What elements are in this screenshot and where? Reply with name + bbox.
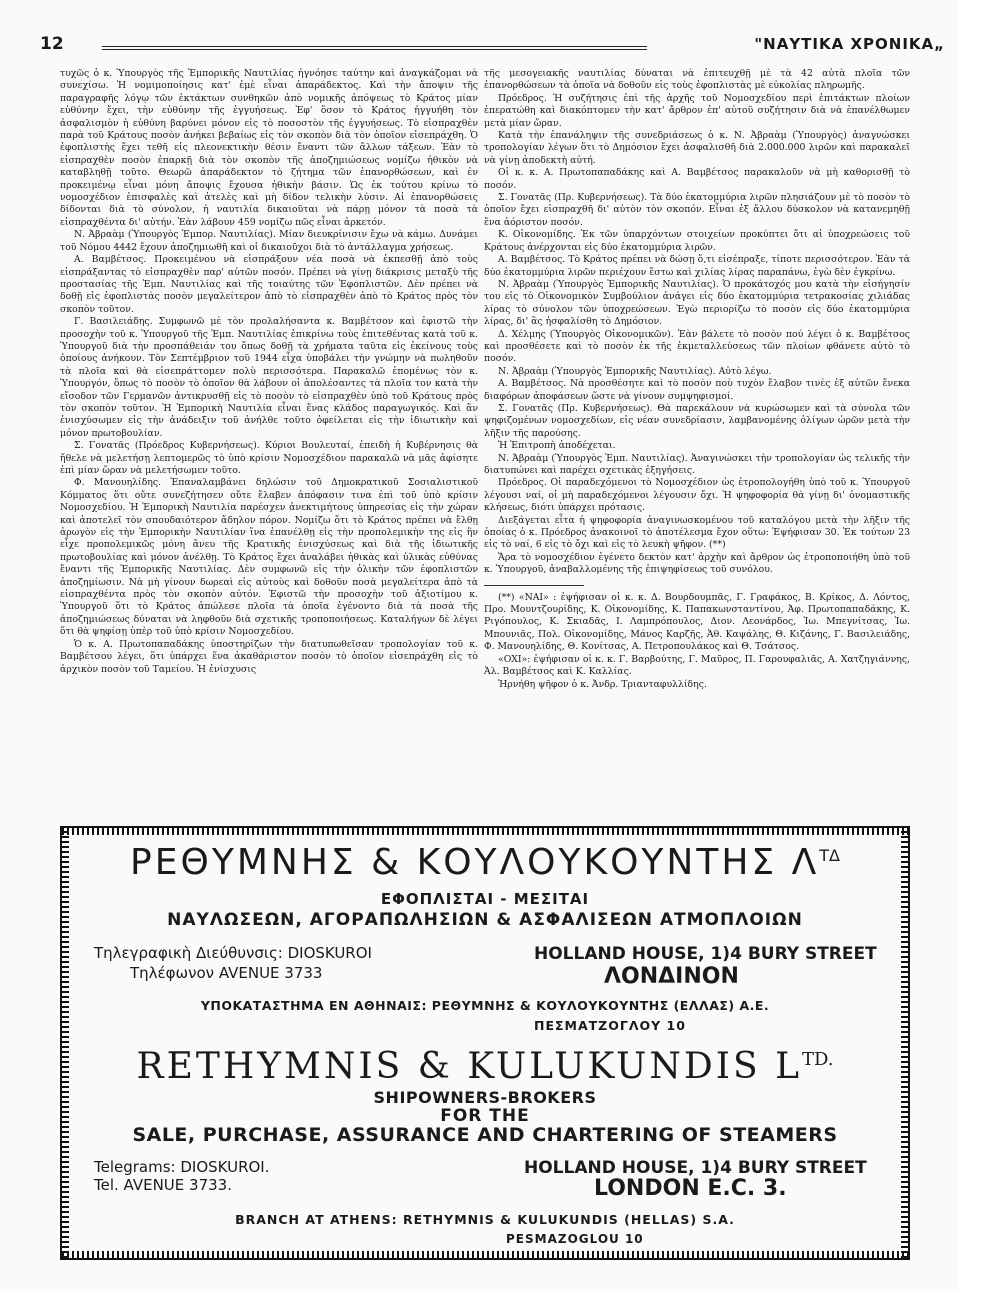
paragraph: Ν. Ἀβραὰμ (Ὑπουργὸς Ἐμπορικῆς Ναυτιλίας). Αὐτὸ λέγω. — [498, 365, 772, 377]
paragraph: Διεξάγεται εἶτα ἡ ψηφοφορία ἀναγινωσκομένου τοῦ καταλόγου μετὰ τὴν λῆξιν τῆς ὁποίας ὁ κ. Πρόεδρος ἀνακοινοῖ τὸ ἀποτέλεσμα ἔχον οὕτω: Ἐψήφισαν 30. Ἐκ τούτων 23 εἰς τὸ ναί, 6 εἰς τὸ ὄχι καὶ εἰς τὸ λευκὴ ψῆφον. (**) — [484, 514, 910, 551]
paragraph: Α. Βαμβέτσος. Τὸ Κράτος πρέπει νὰ δώσῃ ὅ,τι εἰσέπραξε, τίποτε περισσότερον. Ἐὰν τὰ δύο ἑκατομμύρια λιρῶν περιέχουν ἔστω καὶ χιλίας λίρας παραπάνω, ἐγὼ δὲν ἐγκρίνω. — [484, 254, 910, 278]
paragraph: Ἄρα τὸ νομοσχέδιον ἐγένετο δεκτὸν κατ' ἀρχὴν καὶ ἄρθρον ὡς ἐτροποποιήθη ὑπὸ τοῦ κ. Ὑπουργοῦ, ἀναβαλλομένης τῆς ἐπιψηφίσεως τοῦ συνόλου. — [484, 551, 910, 576]
paragraph: Ὁ κ. Α. Πρωτοπαπαδάκης ὑποστηρίζων τὴν διατυπωθεῖσαν τροπολογίαν τοῦ κ. Βαμβέτσου λέγει, ὅτι ὑπάρχει ἕνα ἀκαθάριστον ποσὸν τὸ ὁποῖον εἰσεπράχθη εἰς τὸ ἀρχικὸν ποσὸν τοῦ Ταμείου. Ἡ ἐνίσχυσις — [60, 638, 478, 675]
ad-english-title: RETHYMNIS & KULUKUNDIS $L^{TD.}$ — [136, 1046, 834, 1087]
paragraph: Ν. Ἀβραὰμ (Ὑπουργὸς Ἐμπ. Ναυτιλίας). Ἀναγινώσκει τὴν τροπολογίαν ὡς τελικῆς τὴν διατυπώνει καὶ παρέχει σχετικὰς ἐξηγήσεις. — [484, 452, 910, 476]
paragraph: Κατὰ τὴν ἐπανάληψιν τῆς συνεδριάσεως ὁ κ. Ν. Ἀβραὰμ (Ὑπουργὸς) ἀναγνώσκει τροπολογίαν λέγων ὅτι τὸ Δημόσιον ἔχει ἀσφαλισθῆ διὰ 2.000.000 λιρῶν καὶ παρακαλεῖ νὰ γίνῃ ἀποδεκτὴ αὐτή. — [484, 130, 910, 166]
advertisement-box — [60, 826, 910, 1260]
header-rule-double — [102, 49, 647, 50]
paragraph: τυχῶς ὁ κ. Ὑπουργὸς τῆς Ἐμπορικῆς Ναυτιλίας ἠγνόησε ταύτην καὶ ἀναγκάζομαι νὰ συνεχίσω. Ἡ νομιμοποίησις κατ' ἐμὲ εἶναι ἀπαράδεκτος. Καὶ τὴν ἄποψιν τῆς παραγραφῆς λόγῳ τῶν ἐκτάκτων συνθηκῶν ἀπὸ νομικῆς ἀπόψεως τὸ Κράτος μίαν εὐθύνην ἔχει, τὴν εὐθύνην τῆς ἐγγυήσεως. Ἐφ' ὅσον τὸ Κράτος ἠγγυήθη τὸν ἀσφαλισμὸν ἡ εὐθύνη βαρύνει μόνον εἰς τὸ ποσοστὸν τῆς ἐγγυήσεως. Τὸ εἰσπραχθὲν παρὰ τοῦ Κράτους ποσὸν ἀνήκει βεβαίως εἰς τὸν σκοπὸν διὰ τὸν ὁποῖον εἰσεπράχθη. Ὁ ἐφοπλιστὴς ἔχει τεθῆ εἰς πλεονεκτικὴν θέσιν ἔναντι τῶν ἄλλων τάξεων. Ἐὰν τὸ εἰσπραχθὲν ποσὸν ἐπαρκῇ διὰ τὸν σκοπὸν τῆς ἀποζημιώσεως νομίζω ἠθικὸν νὰ καταβληθῇ τοῦτο. Θεωρῶ ἀπαράδεκτον τὸ ζήτημα τῶν ἐπανορθώσεων, καὶ ἐν προκειμένῳ εἶναι μόνη ἄποψις ἔχουσα ἠθικὴν βάσιν. Ὡς ἐκ τούτου κρίνω τὸ νομοσχέδιον ἐπισφαλὲς καὶ ἀτελὲς καὶ μὴ δίδον τελικὴν λύσιν. Αἱ ἐπανορθώσεις δίδονται διὰ τὸ σύνολον, ἡ ναυτιλία δικαιοῦται νὰ πάρῃ μόνον τὰ ποσὰ τὰ εἰσπραχθέντα δι' αὐτήν. Ἐὰν λάβουν 459 νομίζω πῶς εἶναι ἀρκετόν. — [60, 68, 478, 228]
publication-title: "ΝΑΥΤΙΚΑ ΧΡΟΝΙΚΑ„ — [754, 35, 945, 53]
left-column — [60, 68, 478, 820]
paragraph: Κ. Οἰκονομίδης. Ἐκ τῶν ὑπαρχόντων στοιχείων προκύπτει ὅτι αἱ ὑποχρεώσεις τοῦ Κράτους ἀνέρχονται εἰς δύο ἑκατομμύρια λιρῶν. — [484, 229, 910, 253]
ad-greek-city: ΛΟΝΔΙΝΟΝ — [604, 964, 739, 989]
page-number: 12 — [40, 34, 64, 54]
ad-english-for-the: FOR THE — [440, 1106, 530, 1126]
paragraph: τῆς μεσογειακῆς ναυτιλίας δύναται νὰ ἐπιτευχθῇ μὲ τὰ 42 αὐτὰ πλοῖα τῶν ἐπανορθώσεων τὰ ὁποῖα νὰ δοθοῦν εἰς τοὺς ἐφοπλιστὰς μὲ εὐκολίας πληρωμῆς. — [484, 68, 910, 92]
paragraph: Πρόεδρος. Ἡ συζήτησις ἐπὶ τῆς ἀρχῆς τοῦ Νομοσχεδίου περὶ ἐπιτάκτων πλοίων ἐπερατώθη καὶ διακόπτομεν τὴν κατ' ἄρθρον ἐπ' αὐτοῦ συζήτησιν διὰ νὰ ἐπανέλθωμεν μετὰ μίαν ὥραν. — [484, 92, 910, 129]
footnote-yes: (**) «ΝΑΙ» : ἐψήφισαν οἱ κ. κ. Δ. Βουρδουμπᾶς, Γ. Γραφάκος, Β. Κρίκος, Δ. Λόντος, Προ. Μουντζουρίδης, Κ. Οἰκονομίδης, Κ. Παπακωνσταντίνου, Ἀφ. Πρωτοπαπαδάκης, Κ. Ριγόπουλος, Κ. Σκιαδᾶς, Ι. Λαμπρόπουλος, Διον. Λεονάρδος, Ἰω. Μπεγνίτσας, Ἰω. Μπουνιᾶς, Πολ. Οἰκονομίδης, Μάνος Καρζῆς, Ἀθ. Καψάλης, Θ. Κιζάνης, Γ. Βασιλειάδης, Φ. Μανουηλίδης, Θ. Κονίτσας, Α. Πετροπουλάκος καὶ Θ. Τσάτσος. — [484, 591, 910, 653]
scan-margin — [958, 0, 1000, 1291]
ad-greek-branch: ΥΠΟΚΑΤΑΣΤΗΜΑ ΕΝ ΑΘΗΝΑΙΣ: ΡΕΘΥΜΝΗΣ & ΚΟΥΛΟΥΚΟΥΝΤΗΣ (ΕΛΛΑΣ) Α.Ε. — [200, 998, 770, 1013]
paragraph: Α. Βαμβέτσος. Νὰ προσθέσητε καὶ τὸ ποσὸν ποὺ τυχὸν ἔλαβον τινὲς ἐξ αὐτῶν ἕνεκα διαφόρων ἀποφάσεων ὥστε νὰ γίνουν συμψηφισμοί. — [484, 378, 910, 402]
ad-english-telegrams: Telegrams: DIOSKUROI. — [94, 1158, 270, 1176]
paragraph: Σ. Γονατᾶς (Πρ. Κυβερνήσεως). Θὰ παρεκάλουν νὰ κυρώσωμεν καὶ τὰ σύνολα τῶν ψηφιζομένων νομοσχεδίων, εἰς νέαν συνεδρίασιν, λαμβανομένης ὀλίγων ὡρῶν μετὰ τὴν λῆξιν τῆς παρούσης. — [484, 402, 910, 439]
page-header — [40, 34, 945, 58]
ad-greek-telegraph: Τηλεγραφικὴ Διεύθυνσις: DIOSKUROI — [94, 944, 372, 962]
paragraph: Ἡ Ἐπιτροπὴ ἀποδέχεται. — [498, 440, 616, 452]
ad-english-address: HOLLAND HOUSE, 1)4 BURY STREET — [524, 1158, 867, 1178]
paragraph: Α. Βαμβέτσος. Προκειμένου νὰ εἰσπράξουν νέα ποσὰ νὰ ἐκπεσθῇ ἀπὸ τοὺς εἰσπράξαντας τὸ εἰσπραχθὲν παρ' αὐτῶν ποσόν. Πρέπει νὰ γίνῃ διάκρισις μεταξὺ τῆς προστασίας τῆς Ἐμπ. Ναυτιλίας καὶ τῆς τοιαύτης τῶν Ἐφοπλιστῶν. Δὲν πρέπει νὰ δοθῇ εἰς ἐφοπλιστὰς ποσὸν μεγαλείτερον ἀπὸ τὸ εἰσπραχθὲν ἀπὸ τὸ Κράτος πρὸς τὸν σκοπὸν τοῦτον. — [60, 254, 478, 315]
paragraph: Δ. Χέλμης (Ὑπουργὸς Οἰκονομικῶν). Ἐὰν βάλετε τὸ ποσὸν πού λέγει ὁ κ. Βαμβέτσος καὶ προσθέσετε καὶ τὸ ποσὸν ἐκ τῆς ἐκμεταλλεύσεως τῶν πλοίων φθάνετε αὐτὸ τὸ ποσόν. — [484, 328, 910, 365]
footnote-abstain: Ἠρνήθη ψῆφον ὁ κ. Ἀνδρ. Τριανταφυλλίδης. — [498, 678, 707, 690]
ad-greek-subtitle: ΕΦΟΠΛΙΣΤΑΙ - ΜΕΣΙΤΑΙ — [380, 890, 590, 908]
header-rule — [102, 46, 647, 47]
ad-greek-title: ΡΕΘΥΜΝΗΣ & ΚΟΥΛΟΥΚΟΥΝΤΗΣ $\Lambda^{T\Delta}$ — [130, 842, 840, 883]
ad-english-subtitle: SHIPOWNERS-BROKERS — [373, 1088, 597, 1107]
ad-greek-services: ΝΑΥΛΩΣΕΩΝ, ΑΓΟΡΑΠΩΛΗΣΙΩΝ & ΑΣΦΑΛΙΣΕΩΝ ΑΤΜΟΠΛΟΙΩΝ — [167, 910, 803, 930]
ad-greek-address: HOLLAND HOUSE, 1)4 BURY STREET — [534, 944, 877, 964]
footnote-no: «ΟΧΙ»: ἐψήφισαν οἱ κ. κ. Γ. Βαρβούτης, Γ. Μαῦρος, Π. Γαρουφαλιᾶς, Α. Χατζηγιάννης, Ἀλ. Βαμβέτσος καὶ Κ. Καλλίας. — [484, 653, 910, 678]
footnote-rule — [484, 585, 584, 586]
paragraph: Ν. Ἀβραὰμ (Ὑπουργὸς Ἐμπορ. Ναυτιλίας). Μίαν διευκρίνισιν ἔχω νὰ κάμω. Δυνάμει τοῦ Νόμου 4442 ἔχουν ἀποζημιωθῆ καὶ οἱ δικαιοῦχοι διὰ τὸ ἀντάλλαγμα χρήσεως. — [60, 229, 478, 253]
ad-english-services: SALE, PURCHASE, ASSURANCE AND CHARTERING OF STEAMERS — [132, 1124, 838, 1146]
ad-english-city: LONDON E.C. 3. — [594, 1176, 787, 1201]
paragraph: Οἱ κ. κ. Α. Πρωτοπαπαδάκης καὶ Α. Βαμβέτσος παρακαλοῦν νὰ μὴ καθορισθῇ τὸ ποσόν. — [484, 167, 910, 191]
paragraph: Φ. Μανουηλίδης. Ἐπαναλαμβάνει δηλώσιν τοῦ Δημοκρατικοῦ Σοσιαλιστικοῦ Κόμματος ὅτι οὔτε συνεζήτησεν οὔτε ἔλαβεν ἀπόφασιν τινα ἐπὶ τοῦ ὑπὸ κρίσιν Νομοσχεδίου. Ἡ Ἐμπορικὴ Ναυτιλία παρέσχεν ἀνεκτιμήτους ὑπηρεσίας εἰς τὴν χώραν καὶ ἀποτελεῖ τὸν σπουδαιότερον ἄδηλον πόρον. Νομίζω ὅτι τὸ Κράτος πρέπει νὰ ἔλθῃ ἀρωγὸν εἰς τὴν Ἐμπορικὴν Ναυτιλίαν ἵνα ἐπανέλθῃ εἰς τὴν προπολεμικὴν της εἰς ἣν εἶχε προπολεμικῶς μόνη ἄνευ τῆς Κρατικῆς ἐνισχύσεως καὶ διὰ τῆς ἰδιωτικῆς πρωτοβουλίας καὶ μόνον ἀνέλθῃ. Τὸ Κράτος ἔχει ἀναλάβει ἠθικὰς καὶ ὑλικὰς εὐθύνας ἔναντι τῆς Ἐμπορικῆς Ναυτιλίας. Δὲν συμφωνῶ εἰς τὴν ὁλικὴν τῶν ἐφοπλιστῶν ἀποζημίωσιν. Νὰ μὴ γίνουν δωρεαὶ εἰς αὐτοὺς καὶ δοθοῦν ποσὰ μεγαλείτερα ἀπὸ τὰ εἰσπραχθέντα πρὸς τὸν σκοπὸν αὐτόν. Ἐφιστῶ τὴν προσοχὴν τοῦ ἀξιοτίμου κ. Ὑπουργοῦ ὅτι τὸ Κράτος ἀπώλεσε πλοῖα τὰ ὁποῖα ἐγένοντο διὰ τὰ ποσὰ τῆς ἀποζημιώσεως δύναται νὰ ληφθοῦν διὰ σχετικῆς τροποποιήσεως. Καταλήγων δὲ λέγει ὅτι θὰ ψηφίσῃ ὑπὲρ τοῦ ὑπὸ κρίσιν Νομοσχεδίου. — [60, 477, 478, 638]
paragraph: Σ. Γονατᾶς (Πρόεδρος Κυβερνήσεως). Κύριοι Βουλευταί, ἐπειδὴ ἡ Κυβέρνησις θὰ ἤθελε νὰ μελετήσῃ λεπτομερῶς τὸ ὑπὸ κρίσιν Νομοσχέδιον παρακαλῶ νὰ μᾶς ἀφίσητε ἐπὶ μίαν ὥραν νὰ μελετήσωμεν τοῦτο. — [60, 440, 478, 476]
ad-greek-branch-address: ΠΕΣΜΑΤΖΟΓΛΟΥ 10 — [534, 1018, 686, 1033]
paragraph: Σ. Γονατᾶς (Πρ. Κυβερνήσεως). Τὰ δύο ἑκατομμύρια λιρῶν πλησιάζουν μὲ τὸ ποσὸν τὸ ὁποῖον ἔχει εἰσπραχθῆ δι' αὐτὸν τὸν σκοπόν. Εἶναι ἐξ ἄλλου δύσκολον νὰ κατανεμηθῇ ἕνα ἀόριστον ποσόν. — [484, 192, 910, 228]
ad-greek-phone: Τηλέφωνον AVENUE 3733 — [130, 964, 323, 982]
ad-english-branch-address: PESMAZOGLOU 10 — [506, 1232, 644, 1246]
paragraph: Ν. Ἀβραὰμ (Ὑπουργὸς Ἐμπορικῆς Ναυτιλίας). Ὁ προκάτοχός μου κατὰ τὴν εἰσήγησίν του εἰς τὸ Οἰκονομικὸν Συμβούλιον ἀνάγει εἰς δύο ἑκατομμύρια τετρακοσίας χιλιάδας λίρας τὸ σύνολον τῶν ὑποχρεώσεων. Ἐγὼ περιορίζω τὸ ποσὸν εἰς δύο ἑκατομμύρια λίρας, δι' ἃς ἠσφαλίσθη τὸ Δημόσιον. — [484, 278, 910, 328]
paragraph: Γ. Βασιλειάδης. Συμφωνῶ μὲ τὸν προλαλήσαντα κ. Βαμβέτσον καὶ ἐφιστῶ τὴν προσοχὴν τοῦ κ. Ὑπουργοῦ τῆς Ἐμπ. Ναυτιλίας ἐπικρίνω τοὺς ἐπιτεθέντας κατὰ τοῦ κ. Ὑπουργοῦ διὰ τὴν προσπάθειάν του ὅπως δοθῇ τὰ χρήματα ταῦτα εἰς ἐκείνους τοὺς ὁποίους ἀνήκουν. Τὸν Σεπτέμβριον τοῦ 1944 εἶχα ὑποβάλει τὴν γνώμην νὰ πωληθοῦν τὰ πλοῖα καὶ θὰ εἰσεπράττομεν πολὺ περισσότερα. Παρακαλῶ ἑπομένως τὸν κ. Ὑπουργόν, ὅπως τὸ ποσὸν τὸ ὁποῖον θὰ λάβουν οἱ ἀπολέσαντες τὰ πλοῖα τον κατὰ τὴν εἴσοδον τῶν Γερμανῶν ἀντικρυσθῇ εἰς τὸ ποσὸν τὸ εἰσπραχθὲν ὑπὸ τοῦ Κράτους πρὸς τὸν σκοπὸν τοῦτον. Ἡ Ἐμπορικὴ Ναυτιλία εἶναι ἕνας κλάδος παραγωγικός. Καὶ ἂν ἐνισχύσωμεν εἰς τὴν ἀνάδειξιν τοῦ ἀνήλθε τοῦτο ὀφείλεται εἰς τὴν ἰδιωτικὴν καὶ μόνον πρωτοβουλίαν. — [60, 316, 478, 439]
ad-english-tel: Tel. AVENUE 3733. — [94, 1176, 232, 1194]
ad-english-branch: BRANCH AT ATHENS: RETHYMNIS & KULUKUNDIS (HELLAS) S.A. — [235, 1212, 735, 1227]
paragraph: Πρόεδρος. Οἱ παραδεχόμενοι τὸ Νομοσχέδιον ὡς ἐτροπολογήθη ὑπὸ τοῦ κ. Ὑπουργοῦ λέγουσι ναί, οἱ μὴ παραδεχόμενοι λέγουσιν ὄχι. Ἡ ψηφοφορία θὰ γίνῃ δι' ὀνομαστικῆς κλήσεως, διότι ὑπάρχει πρότασις. — [484, 477, 910, 514]
right-column — [484, 68, 910, 822]
